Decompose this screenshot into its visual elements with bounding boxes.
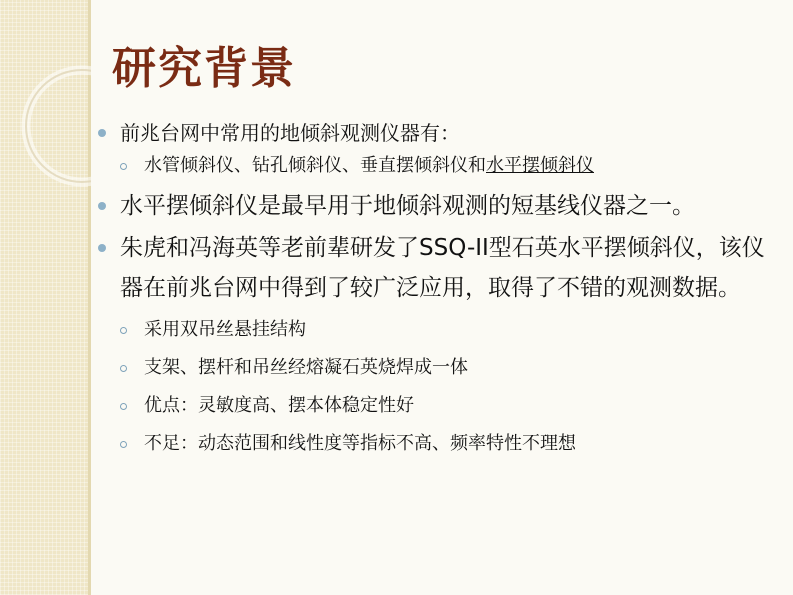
sub-bullet-item xyxy=(96,356,786,380)
sub-bullet-text: 采用双吊丝悬挂结构 xyxy=(144,319,306,340)
slide-title: 研究背景 xyxy=(112,43,296,94)
sub-bullet-ring-icon xyxy=(120,441,127,448)
sub-bullet-text: 支架、摆杆和吊丝经熔凝石英烧焊成一体 xyxy=(144,357,468,378)
bullet-dot-icon xyxy=(98,202,106,210)
bullet-item xyxy=(96,190,786,222)
bullet-dot-icon xyxy=(98,244,106,252)
sub-bullet-item xyxy=(96,154,786,178)
bullet-item xyxy=(96,228,786,308)
sub-bullet-ring-icon xyxy=(120,403,127,410)
sub-bullet-item xyxy=(96,318,786,342)
bullet-text: 水平摆倾斜仪是最早用于地倾斜观测的短基线仪器之一。 xyxy=(120,193,695,219)
sub-bullet-ring-icon xyxy=(120,163,127,170)
bullet-item xyxy=(96,118,786,148)
slide-content xyxy=(96,116,786,456)
sub-bullet-ring-icon xyxy=(120,365,127,372)
sub-bullet-item xyxy=(96,394,786,418)
bullet-dot-icon xyxy=(98,129,106,137)
sub-bullet-text: 水管倾斜仪、钻孔倾斜仪、垂直摆倾斜仪和 xyxy=(144,155,486,176)
bullet-text: 朱虎和冯海英等老前辈研发了SSQ-II型石英水平摆倾斜仪，该仪器在前兆台网中得到了较广泛应用，取得了不错的观测数据。 xyxy=(120,235,765,301)
sub-bullet-underlined-text: 水平摆倾斜仪 xyxy=(486,155,594,176)
sub-bullet-item xyxy=(96,432,786,456)
sub-bullet-ring-icon xyxy=(120,327,127,334)
sub-bullet-text: 不足：动态范围和线性度等指标不高、频率特性不理想 xyxy=(144,433,576,454)
sub-bullet-text: 优点：灵敏度高、摆本体稳定性好 xyxy=(144,395,414,416)
bullet-text: 前兆台网中常用的地倾斜观测仪器有： xyxy=(120,121,460,145)
decorative-ring-graphic xyxy=(0,0,91,230)
